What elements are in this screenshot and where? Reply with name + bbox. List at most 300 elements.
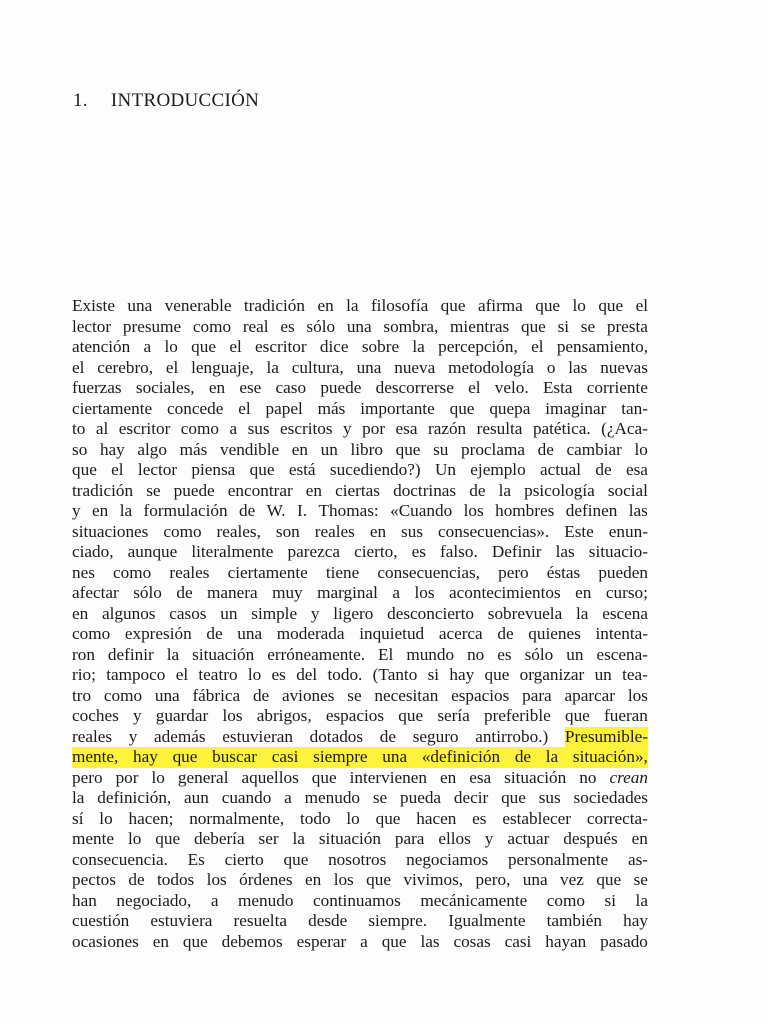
word: de [537,439,554,459]
word: ciertas [335,480,380,500]
word: pero [498,562,529,582]
word: los [627,685,648,705]
word: que [381,931,407,951]
word: hacen; [128,808,174,828]
word: fuerzas [72,378,122,397]
word: resuelta [233,911,287,930]
word: su [433,439,449,459]
word: Existe [72,296,115,315]
word: nosotros [328,849,387,869]
word: literalmente [191,542,274,561]
word: I. [297,501,308,520]
word: aun [184,788,209,807]
word: situación [318,829,381,848]
word: reales [72,726,113,746]
word: lo [99,808,113,828]
word: como [72,624,111,643]
word: encontrar [227,480,293,500]
word: que [535,296,561,315]
word: mente, [72,747,119,766]
word: as- [627,849,648,869]
word: lo [151,767,165,787]
word: se [633,870,648,889]
word: sus [247,419,270,438]
text-line [72,460,648,481]
word: en [575,583,592,602]
text-line [72,378,648,399]
word: casi [504,931,532,951]
word: pueda [400,788,442,807]
text-line [72,706,648,727]
word: el [175,665,189,684]
word: la [119,501,133,520]
word: que [182,931,208,951]
word: como [180,419,219,438]
word: ciertamente [227,562,308,582]
chapter-title: INTRODUCCIÓN [110,90,260,111]
word: afectar [72,583,119,602]
word: cuando [221,788,272,807]
word: Esta [542,378,573,397]
word: que [283,849,309,869]
word: siempre [313,747,368,766]
word: ciado, [72,542,114,561]
word: los [222,706,243,725]
word: seguro [412,726,459,746]
word: de [514,747,532,766]
word: debemos [221,931,283,951]
word: continuamos [312,890,401,910]
word: más [317,398,346,418]
word: un [594,665,612,684]
word: W. [266,501,286,520]
word: a [360,931,368,951]
word: la [498,480,511,500]
word: es [497,644,512,664]
word: es [472,808,487,828]
word: hay [133,747,158,766]
word: en [92,501,109,520]
word: éstas [546,562,581,582]
word: cosas [453,931,491,951]
word: cierto [224,849,264,869]
word: descorrerse [375,378,454,397]
word: real [242,316,269,336]
word: que [440,296,466,315]
text-line [72,522,648,543]
word: se [580,316,596,336]
word: la [292,829,305,848]
word: imaginar [545,398,607,418]
word: filosofía [370,296,429,315]
word: resulta [476,419,523,438]
word: lo [572,296,586,315]
word: en [305,480,323,500]
text-line [72,624,648,645]
word: escritor [118,419,171,438]
word: una [154,685,180,705]
text-line [72,563,648,584]
word: pero, [475,870,511,889]
word: Presumible- [564,726,648,746]
word: libro [350,439,383,459]
text-line [72,419,648,440]
word: erróneamente. [267,644,366,664]
word: Un [434,460,456,479]
word: Igualmente [448,911,526,930]
word: de [497,624,514,643]
text-line [72,337,648,358]
word: que [398,706,424,725]
word: que [564,706,590,725]
word: definir [107,644,154,664]
word: decir [453,788,489,807]
word: situación [504,767,567,787]
word: que [598,296,624,315]
word: menudo [304,788,361,807]
word: que [395,439,421,459]
word: como [192,316,232,336]
word: mundo [406,644,455,664]
word: puede [320,378,362,397]
word: que [155,829,181,848]
word: lo [346,808,360,828]
word: lector [72,316,112,336]
word: las [628,501,648,520]
word: como [546,890,585,910]
word: pectos [72,870,116,889]
word: actuar [507,829,550,848]
word: escritos [280,419,333,438]
word: general [177,767,229,787]
word: inquietud [359,624,425,643]
word: lenguaje, [191,357,254,377]
word: papel [265,398,303,418]
word: como [163,521,202,541]
word: de [469,480,486,500]
word: proclama [461,439,525,459]
word: en [631,829,648,848]
word: sería [437,706,470,725]
word: no [579,767,597,787]
word: Este [564,521,594,541]
text-line [72,870,648,891]
word: Es [187,849,205,869]
text-line [72,788,648,809]
word: intervienen [349,767,427,787]
word: de [206,624,223,643]
word: sobrevuela [487,603,563,623]
word: órdenes [239,870,293,889]
word: teatro [198,665,238,684]
word: (¿Aca- [601,419,648,438]
word: dotados [309,726,364,746]
word: sus [401,521,424,541]
word: es [411,542,426,561]
word: nes [72,562,95,582]
word: espacios [325,706,385,725]
text-line [72,317,648,338]
word: de [128,870,145,889]
text-line [72,645,648,666]
word: han [72,890,97,910]
word: el [635,296,648,315]
body-paragraph [72,296,648,952]
word: el [229,337,242,356]
word: reales [314,521,355,541]
word: caso [275,378,307,397]
word: la [576,603,589,623]
word: y [72,501,81,520]
word: estuviera [150,911,213,930]
word: tro [72,685,92,705]
word: aviones [281,685,335,705]
word: ejemplo [470,460,526,479]
word: se [372,788,388,807]
word: definición, [97,788,172,807]
word: consecuencia. [72,849,168,869]
text-line [72,932,648,953]
word: del [296,665,318,684]
word: dice [319,337,349,356]
word: marginal [317,583,378,602]
word: patética. [532,419,591,438]
chapter-number: 1. [73,90,88,111]
word: a [210,890,219,910]
word: si [557,316,570,336]
word: una [237,624,263,643]
word: afirma [477,296,523,315]
word: los [463,501,484,520]
word: de [176,583,193,602]
word: reales, [216,521,261,541]
word: corriente [586,378,648,397]
word: y [132,706,142,725]
text-line [72,481,648,502]
word: hay [99,439,125,459]
word: mecánicamente [420,890,528,910]
word: nueva [394,357,436,377]
word: manera [207,583,258,602]
text-line [72,583,648,604]
word: aquellos [241,767,299,787]
word: consecuencias, [377,562,480,582]
word: coches [72,706,119,725]
word: a [143,337,152,356]
text-line [72,686,648,707]
word: en [208,378,226,397]
word: abrigos, [256,706,312,725]
word: falso. [440,542,478,561]
word: lo [164,337,178,356]
word: lector [137,460,178,479]
word: venerable [164,296,232,315]
word: pensamiento, [556,337,648,356]
word: ser [258,829,279,848]
word: es [271,665,286,684]
word: situacio- [588,542,648,561]
word: lo [634,439,648,459]
word: a [392,583,401,602]
word: el [238,398,251,418]
word: guardar [155,706,209,725]
word: Definir [491,542,542,561]
word: la [545,747,559,766]
word: nuevas [600,357,648,377]
word: el [165,357,179,377]
word: ciertamente [72,398,153,418]
text-line [72,358,648,379]
word: casi [271,747,299,766]
word: por [115,767,139,787]
word: negociado, [116,890,192,910]
word: vendible [219,439,280,459]
word: fábrica [192,685,241,705]
text-line [72,665,648,686]
word: social [607,480,648,500]
word: en [439,767,457,787]
text-line [72,399,648,420]
word: escena [602,603,648,623]
word: o [546,357,556,377]
word: necesitan [374,685,439,705]
word: se [146,480,161,500]
word: algunos [102,603,156,623]
word: lo [127,829,142,848]
word: sólo [133,583,162,602]
word: más [179,439,208,459]
word: mientras [450,316,510,336]
word: los [414,583,435,602]
word: hombres [495,501,555,520]
word: actual [540,460,582,479]
word: para [522,685,552,705]
word: situación [192,644,255,664]
word: las [568,357,588,377]
word: un [320,439,338,459]
word: esperar [296,931,347,951]
word: hay [623,911,648,930]
word: lo [247,665,262,684]
word: en [317,296,334,315]
word: el [72,357,85,377]
word: concede [167,398,224,418]
word: consecuencias». [438,521,550,541]
word: aparcar [564,685,616,705]
word: después [563,829,618,848]
word: son [275,521,300,541]
word: «Cuando [390,501,453,520]
word: tradición [243,296,305,315]
word: vivimos, [403,870,464,889]
word: buscar [212,747,257,766]
text-line [72,604,648,625]
word: «definición [421,747,501,766]
word: vez [560,870,584,889]
word: mente [72,829,114,848]
word: sí [72,808,84,828]
word: pueden [598,562,648,582]
word: cultura, [291,357,344,377]
word: casos [169,603,207,623]
word: en [305,870,322,889]
word: El [378,644,394,664]
word: ron [72,644,95,664]
word: siempre. [368,911,428,930]
word: ellos [438,829,471,848]
word: que [311,767,337,787]
word: se [347,685,362,705]
word: que [249,460,275,479]
word: situaciones [72,521,149,541]
word: y [310,603,320,623]
word: la [72,788,85,807]
word: importante [360,398,435,418]
word: hayan [545,931,587,951]
word: que [72,460,97,479]
word: preferible [483,706,551,725]
word: en [369,521,387,541]
word: todo. [327,665,363,684]
word: atención [72,337,131,356]
word: velo. [494,378,529,397]
word: aunque [127,542,178,561]
word: sociales, [135,378,195,397]
text-line [72,727,648,748]
word: todo [300,808,331,828]
word: organizar [519,665,585,684]
word: tiene [325,562,360,582]
word: establecer [502,808,572,828]
word: sólo [306,316,336,336]
word: tampoco [106,665,166,684]
word: por [362,419,386,438]
word: esa [469,767,492,787]
word: crean [609,767,648,787]
word: la [266,357,279,377]
word: escena- [596,644,648,664]
word: como [113,562,152,582]
word: para [394,829,425,848]
word: una [127,296,153,315]
word: un [566,644,584,664]
word: que [366,870,391,889]
text-line [72,911,648,932]
word: curso; [605,583,648,602]
word: Thomas: [318,501,379,520]
word: que [449,398,475,418]
word: pasado [600,931,648,951]
word: cambiar [566,439,622,459]
text-line [72,440,648,461]
word: formulación [143,501,228,520]
word: sombra, [383,316,439,336]
word: razón [427,419,467,438]
word: tan- [621,398,648,418]
word: en [72,603,89,623]
word: que [375,808,401,828]
word: a [229,419,238,438]
word: pero [72,767,103,787]
word: la [346,296,359,315]
word: sociedades [573,788,648,807]
word: expresión [124,624,192,643]
word: todos [157,870,195,889]
word: psicología [524,480,595,500]
word: a [284,788,292,807]
word: metodología [448,357,535,377]
chapter-heading [73,90,259,112]
